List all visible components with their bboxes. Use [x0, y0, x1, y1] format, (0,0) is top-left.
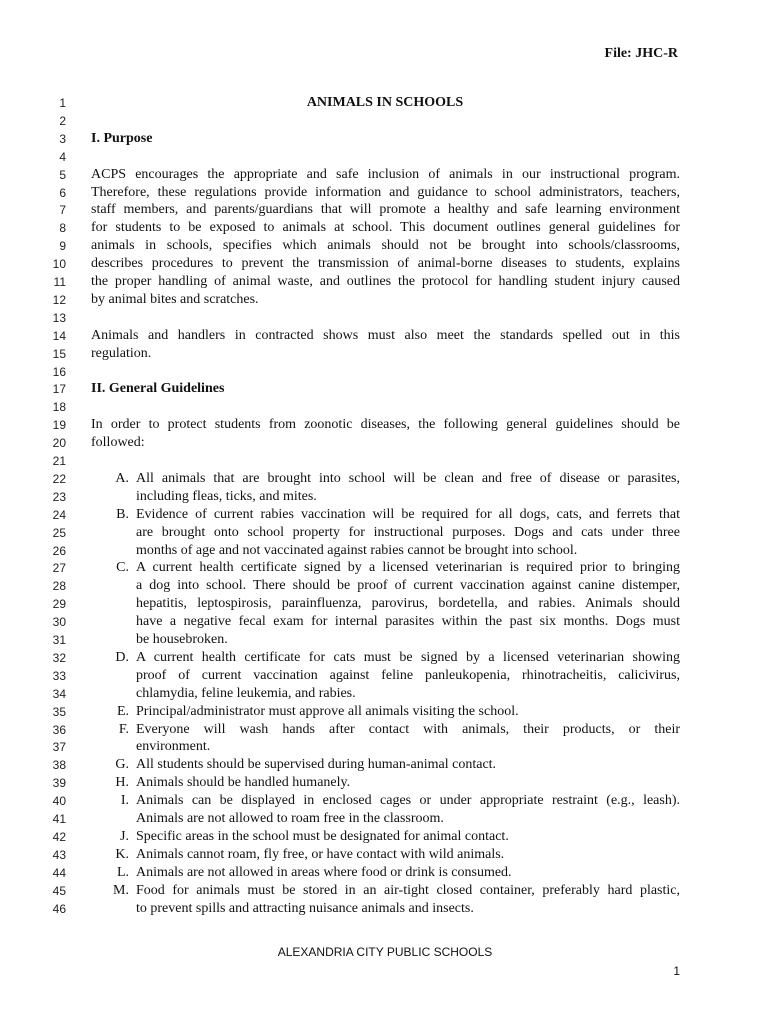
line-number: 29 — [52, 597, 66, 612]
line-number: 11 — [53, 275, 66, 289]
list-item-marker: J. — [120, 828, 129, 844]
line-number: 17 — [52, 382, 66, 397]
list-item-line: proof of current vaccination against feline panleukopenia, rhinotracheitis, calicivirus, — [136, 667, 680, 683]
line-number: 30 — [52, 615, 66, 630]
paragraph-line: In order to protect students from zoonotic diseases, the following general guidelines should be — [91, 417, 680, 433]
list-item-marker: C. — [116, 560, 129, 576]
list-item-line: have a negative fecal exam for internal parasites within the past six months. Dogs must — [136, 614, 680, 630]
list-item-marker: L. — [116, 864, 129, 880]
section-heading: II. General Guidelines — [91, 381, 225, 397]
list-item-line: months of age and not vaccinated against rabies cannot be brought into school. — [136, 542, 578, 558]
list-item-marker: E. — [116, 703, 129, 719]
list-item-line: a dog into school. There should be proof of current vaccination against canine distemper, — [136, 578, 680, 594]
paragraph-line: followed: — [91, 435, 145, 451]
line-number: 41 — [52, 812, 66, 826]
line-number: 36 — [52, 722, 66, 737]
paragraph-line: staff members, and parents/guardians that will promote a healthy and safe learning environment — [91, 202, 680, 218]
list-item-marker: K. — [115, 846, 129, 862]
list-item-line: Animals should be handled humanely. — [136, 775, 351, 791]
line-number: 10 — [52, 257, 66, 272]
line-number: 21 — [52, 454, 66, 468]
list-item-line: Animals are not allowed in areas where food or drink is consumed. — [136, 864, 512, 880]
line-number: 34 — [52, 686, 66, 701]
list-item-marker: G. — [115, 757, 129, 773]
list-item-line: All students should be supervised during human-animal contact. — [136, 757, 497, 773]
line-number: 37 — [52, 740, 66, 755]
line-number: 2 — [59, 113, 66, 128]
section-heading: I. Purpose — [91, 130, 153, 146]
list-item-line: Everyone will wash hands after contact with animals, their products, or their — [136, 721, 680, 737]
list-item-line: environment. — [136, 739, 211, 755]
paragraph-line: for students to be exposed to animals at school. This document outlines general guidelines for — [91, 220, 680, 236]
line-number: 40 — [52, 794, 66, 809]
line-number: 3 — [59, 131, 66, 146]
line-number: 38 — [52, 758, 66, 773]
paragraph-line: regulation. — [91, 345, 152, 361]
paragraph-line: describes procedures to prevent the transmission of animal-borne diseases to students, explains — [91, 256, 680, 272]
list-item-marker: A. — [115, 470, 129, 486]
line-number: 28 — [52, 579, 66, 594]
list-item-marker: D. — [115, 649, 129, 665]
line-number: 31 — [52, 633, 66, 647]
line-number: 8 — [59, 221, 66, 236]
line-number: 26 — [52, 543, 66, 558]
line-number: 27 — [52, 561, 66, 576]
line-number: 25 — [52, 525, 66, 540]
line-number: 42 — [52, 829, 66, 844]
list-item-line: Food for animals must be stored in an air-tight closed container, preferably hard plastic, — [136, 882, 680, 898]
list-item-line: Evidence of current rabies vaccination will be required for all dogs, cats, and ferrets that — [136, 506, 680, 522]
line-number: 23 — [52, 489, 66, 504]
list-item-marker: M. — [113, 882, 129, 898]
list-item-marker: H. — [115, 775, 129, 791]
line-number: 7 — [59, 203, 66, 218]
document-title: ANIMALS IN SCHOOLS — [306, 95, 464, 110]
line-number: 4 — [59, 149, 66, 164]
line-number: 24 — [52, 507, 66, 522]
line-number: 20 — [52, 436, 66, 451]
page-number: 1 — [673, 964, 680, 978]
line-number: 32 — [52, 650, 66, 665]
list-item-marker: B. — [116, 506, 129, 522]
list-item-line: chlamydia, feline leukemia, and rabies. — [136, 685, 356, 701]
page-footer: ALEXANDRIA CITY PUBLIC SCHOOLS — [277, 945, 493, 959]
list-item-line: A current health certificate signed by a licensed veterinarian is required prior to bringing — [136, 560, 680, 576]
list-item-line: Animals are not allowed to roam free in the classroom. — [136, 811, 444, 826]
line-number: 39 — [52, 776, 66, 791]
line-number: 1 — [59, 96, 66, 110]
line-number: 19 — [52, 418, 66, 433]
list-item-line: Animals can be displayed in enclosed cages or under appropriate restraint (e.g., leash). — [136, 793, 680, 809]
line-number: 14 — [52, 328, 66, 343]
list-item-line: All animals that are brought into school will be clean and free of disease or parasites, — [136, 470, 680, 486]
paragraph-line: ACPS encourages the appropriate and safe inclusion of animals in our instructional program. — [91, 166, 680, 182]
paragraph-line: the proper handling of animal waste, and outlines the protocol for handling student injury caused — [91, 274, 680, 289]
paragraph-line: animals in schools, specifies which animals should not be brought into schools/classrooms, — [91, 238, 680, 254]
line-number: 46 — [52, 901, 66, 916]
line-number: 5 — [59, 167, 66, 182]
list-item-marker: F. — [118, 721, 129, 737]
line-number: 45 — [52, 883, 66, 898]
line-number: 33 — [52, 668, 66, 683]
line-number: 9 — [59, 239, 66, 254]
line-number: 12 — [52, 292, 66, 307]
line-number: 18 — [52, 400, 66, 415]
line-number: 6 — [59, 185, 66, 200]
list-item-line: be housebroken. — [136, 632, 228, 647]
file-label: File: JHC-R — [604, 46, 678, 61]
list-item-line: are brought onto school property for instructional purposes. Dogs and cats under three — [136, 524, 680, 540]
line-number: 22 — [52, 471, 66, 486]
line-number: 35 — [52, 704, 66, 719]
list-item-marker: I. — [120, 793, 129, 809]
line-number: 16 — [52, 364, 66, 379]
list-item-line: A current health certificate for cats must be signed by a licensed veterinarian showing — [136, 649, 680, 665]
paragraph-line: Therefore, these regulations provide information and guidance to school administrators, teachers, — [91, 184, 680, 200]
list-item-line: to prevent spills and attracting nuisance animals and insects. — [136, 900, 474, 916]
paragraph-line: Animals and handlers in contracted shows must also meet the standards spelled out in this — [91, 327, 680, 343]
line-number: 43 — [52, 847, 66, 862]
list-item-line: Specific areas in the school must be designated for animal contact. — [136, 828, 509, 844]
line-number: 15 — [52, 346, 66, 361]
paragraph-line: by animal bites and scratches. — [91, 291, 259, 307]
list-item-line: including fleas, ticks, and mites. — [136, 488, 317, 504]
list-item-line: Animals cannot roam, fly free, or have contact with wild animals. — [136, 846, 505, 862]
line-number: 44 — [52, 865, 66, 880]
list-item-line: hepatitis, leptospirosis, parainfluenza, parovirus, bordetella, and rabies. Animals should — [136, 596, 680, 612]
line-number: 13 — [52, 310, 66, 325]
list-item-line: Principal/administrator must approve all animals visiting the school. — [136, 703, 519, 719]
